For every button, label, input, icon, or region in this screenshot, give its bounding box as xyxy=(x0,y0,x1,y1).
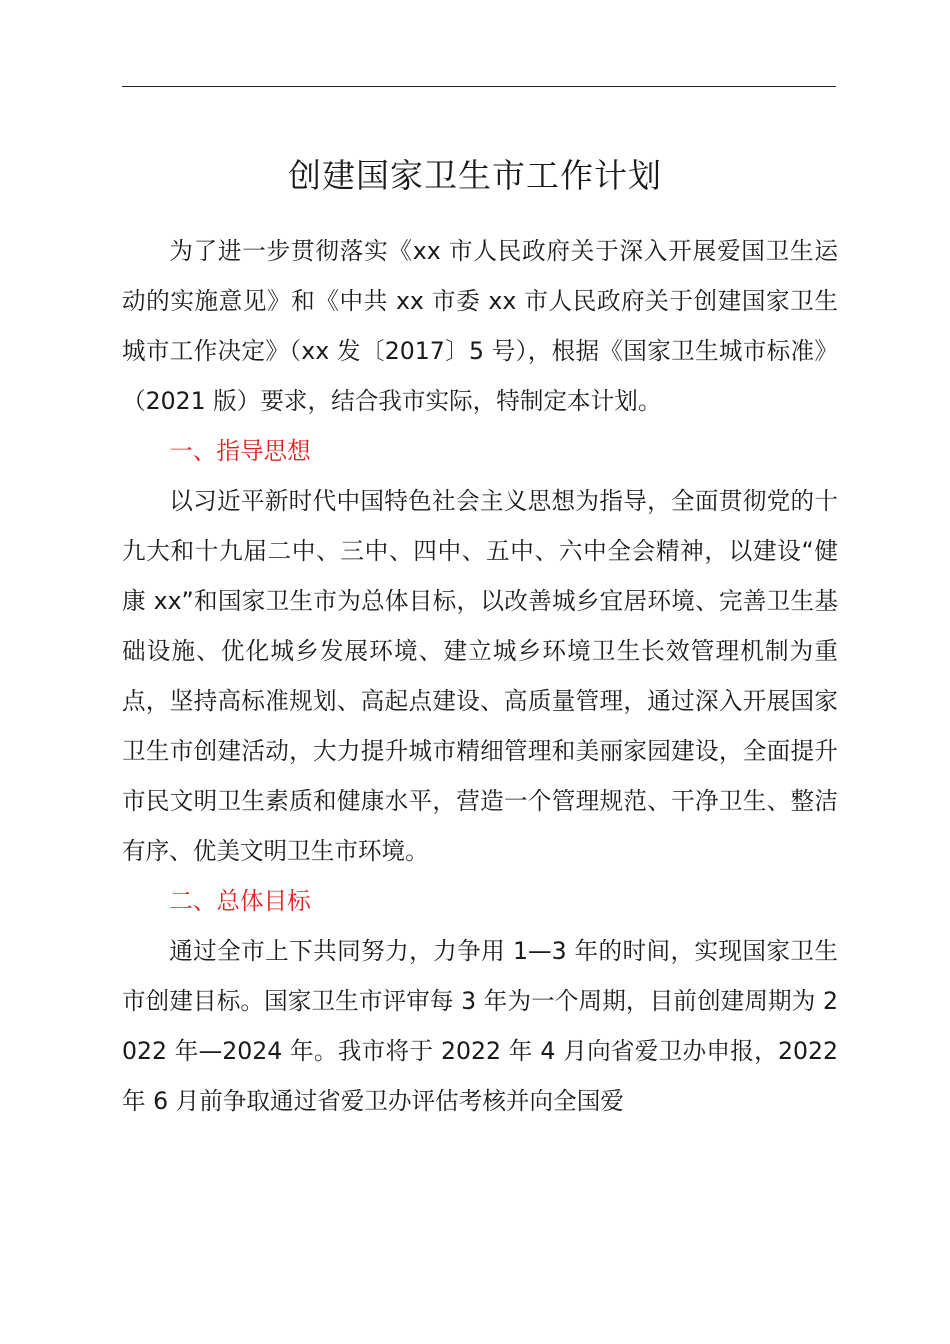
section-body-overall-goal: 通过全市上下共同努力，力争用 1—3 年的时间，实现国家卫生市创建目标。国家卫生市评审每 3 年为一个周期，目前创建周期为 2022 年—2024 年。我市将于 2022 年 4 月向省爱卫办申报，2022 年 6 月前争取通过省爱卫办评估考核并向全国爱 xyxy=(122,937,838,1115)
header-rule xyxy=(122,86,836,87)
intro-paragraph: 为了进一步贯彻落实《xx 市人民政府关于深入开展爱国卫生运动的实施意见》和《中共 xx 市委 xx 市人民政府关于创建国家卫生城市工作决定》（xx 发〔2017〕5 号），根据《国家卫生城市标准》（2021 版）要求，结合我市实际，特制定本计划。 xyxy=(122,237,838,415)
document-body xyxy=(122,226,838,1126)
section-heading-overall-goal: 二、总体目标 xyxy=(169,887,311,915)
section-heading-guiding-ideology: 一、指导思想 xyxy=(169,437,311,465)
document-title: 创建国家卫生市工作计划 xyxy=(288,156,662,195)
section-body-guiding-ideology: 以习近平新时代中国特色社会主义思想为指导，全面贯彻党的十九大和十九届二中、三中、四中、五中、六中全会精神，以建设“健康 xx”和国家卫生市为总体目标，以改善城乡宜居环境、完善卫生基础设施、优化城乡发展环境、建立城乡环境卫生长效管理机制为重点，坚持高标准规划、高起点建设、高质量管理，通过深入开展国家卫生市创建活动，大力提升城市精细管理和美丽家园建设，全面提升市民文明卫生素质和健康水平，营造一个管理规范、干净卫生、整洁有序、优美文明卫生市环境。 xyxy=(122,487,838,865)
